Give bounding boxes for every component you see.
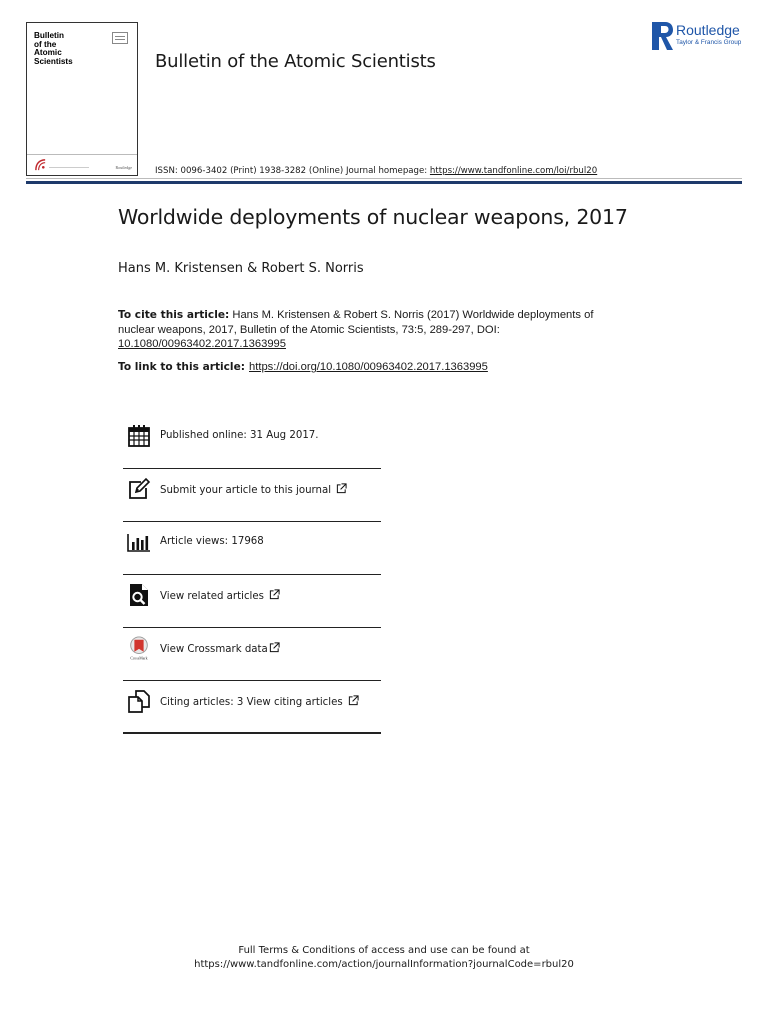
article-authors: Hans M. Kristensen & Robert S. Norris <box>118 261 364 276</box>
submit-article-label: Submit your article to this journal <box>160 485 332 496</box>
routledge-r-icon <box>652 22 673 50</box>
link-label: To link to this article: <box>118 361 245 373</box>
cite-label: To cite this article: <box>118 309 230 321</box>
related-articles-row[interactable] <box>123 575 381 628</box>
related-articles-label: View related articles <box>160 591 264 602</box>
citing-articles-label: Citing articles: 3 View citing articles <box>160 697 343 708</box>
cover-title-line: of the <box>34 39 57 49</box>
journal-homepage-link[interactable]: https://www.tandfonline.com/loi/rbul20 <box>429 166 598 176</box>
article-views-row <box>123 522 381 575</box>
calendar-icon <box>127 424 151 448</box>
crossmark-link[interactable] <box>160 642 280 655</box>
article-doi-link[interactable]: https://doi.org/10.1080/00963402.2017.1363995 <box>249 361 488 373</box>
crossmark-label: View Crossmark data <box>160 644 268 655</box>
external-link-icon <box>336 483 347 494</box>
bulletin-logo-icon <box>34 158 47 171</box>
citing-articles-link[interactable] <box>160 695 359 708</box>
submit-article-row[interactable] <box>123 469 381 522</box>
citing-icon <box>127 689 151 713</box>
cite-doi-link[interactable]: 10.1080/00963402.2017.1363995 <box>118 338 286 350</box>
footer-terms-url[interactable]: https://www.tandfonline.com/action/journalInformation?journalCode=rbul20 <box>194 959 574 970</box>
crossmark-caption: CrossMark <box>130 656 148 660</box>
header-divider-thin <box>26 178 742 179</box>
submit-article-link[interactable] <box>160 483 347 496</box>
crossmark-icon <box>127 636 151 660</box>
issn-line <box>155 166 597 176</box>
cover-footer <box>27 154 137 175</box>
routledge-logo[interactable] <box>652 22 752 50</box>
footer-terms-text: Full Terms & Conditions of access and use can be found at <box>238 945 530 956</box>
footer <box>0 944 768 972</box>
published-online-text: Published online: 31 Aug 2017. <box>160 430 319 441</box>
related-articles-link[interactable] <box>160 589 280 602</box>
edit-icon <box>127 477 151 501</box>
cover-title <box>34 32 73 66</box>
link-to-article <box>118 361 488 373</box>
crossmark-row[interactable] <box>123 628 381 681</box>
cover-rule <box>49 167 89 168</box>
cover-title-line: Atomic <box>34 48 62 58</box>
cite-text: Hans M. Kristensen & Robert S. Norris (2017) Worldwide deployments of nuclear weapons, 2017, Bulletin of the Atomic Scientists, 73:5, 289-297, DOI: <box>118 309 594 336</box>
article-views-text: Article views: 17968 <box>160 536 264 547</box>
cover-title-line: Bulletin <box>34 31 65 40</box>
article-title: Worldwide deployments of nuclear weapons, 2017 <box>118 205 628 229</box>
publisher-name: Routledge <box>676 22 740 38</box>
issn-text: ISSN: 0096-3402 (Print) 1938-3282 (Online) Journal homepage: <box>155 166 430 176</box>
search-document-icon <box>127 583 151 607</box>
external-link-icon <box>269 589 280 600</box>
citation-block <box>118 308 618 352</box>
bar-chart-icon <box>127 530 151 554</box>
cover-title-line: Scientists <box>34 56 73 66</box>
journal-name: Bulletin of the Atomic Scientists <box>155 51 436 72</box>
header-divider <box>26 181 742 184</box>
row-divider <box>123 732 381 734</box>
citing-articles-row[interactable] <box>123 681 381 734</box>
external-link-icon <box>348 695 359 706</box>
external-link-icon <box>269 642 280 653</box>
cover-publisher: Routledge <box>115 165 132 170</box>
published-online-row <box>123 416 381 469</box>
publisher-group: Taylor & Francis Group <box>676 39 742 46</box>
journal-cover-thumbnail <box>26 22 138 176</box>
cover-barcode-box <box>112 32 128 44</box>
article-meta-list <box>123 416 381 734</box>
